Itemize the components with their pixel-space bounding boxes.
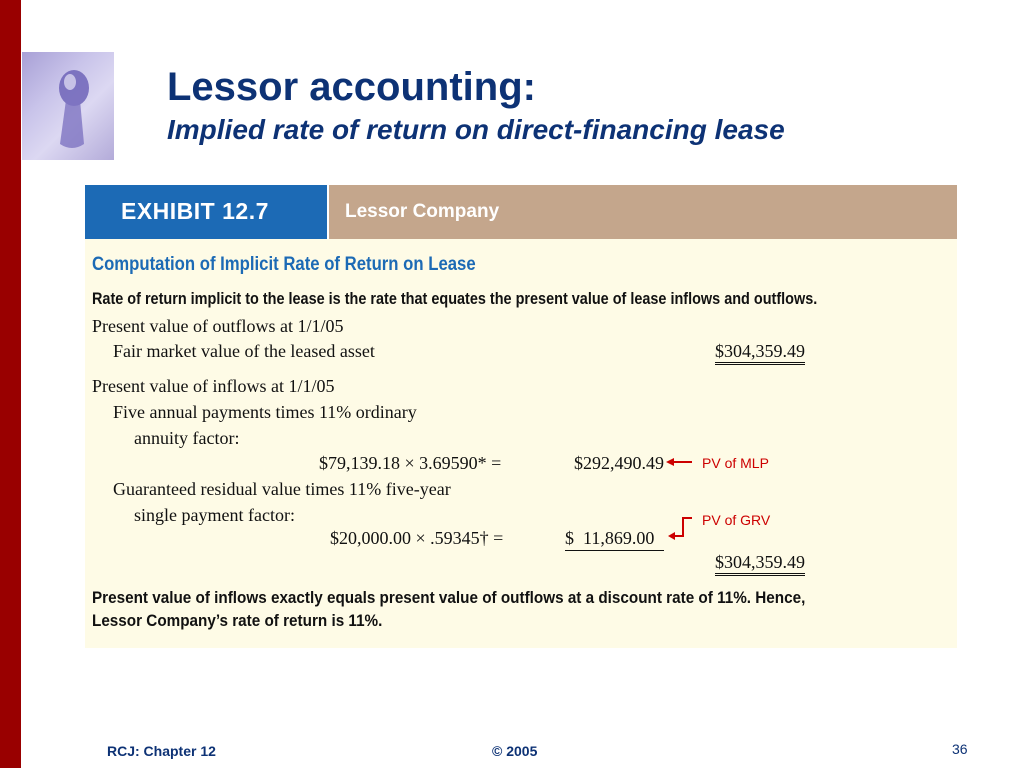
arrow-pv-mlp-icon (666, 458, 692, 466)
arrow-pv-grv-icon (668, 518, 692, 540)
exhibit-heading: Computation of Implicit Rate of Return on Lease (92, 254, 476, 275)
footer-chapter: RCJ: Chapter 12 (107, 743, 216, 759)
payments-label-2: annuity factor: (134, 428, 240, 448)
grv-amount (565, 528, 664, 551)
fmv-amount-value: $304,359.49 (715, 341, 805, 365)
outflows-label: Present value of outflows at 1/1/05 (92, 316, 344, 336)
exhibit-company: Lessor Company (345, 201, 500, 222)
payments-label-1: Five annual payments times 11% ordinary (113, 402, 417, 422)
exhibit-header (85, 185, 957, 239)
exhibit-badge (85, 185, 329, 239)
total-amount (715, 552, 805, 573)
grv-calc: $20,000.00 × .59345† = (330, 528, 504, 548)
grv-label-2: single payment factor: (134, 505, 295, 525)
pv-mlp-note: PV of MLP (702, 455, 769, 471)
grv-label-1: Guaranteed residual value times 11% five-year (113, 479, 451, 499)
fmv-amount (715, 341, 805, 362)
total-amount-value: $304,359.49 (715, 552, 805, 576)
conclusion-line-2: Lessor Company’s rate of return is 11%. (92, 612, 383, 630)
payments-amount: $292,490.49 (574, 453, 664, 473)
pv-grv-note: PV of GRV (702, 512, 771, 528)
page-number: 36 (952, 741, 968, 757)
footer-copyright: © 2005 (492, 743, 538, 759)
intro-text: Rate of return implicit to the lease is the rate that equates the present value of lease inflows and outflows. (92, 290, 818, 308)
annotation-arrows (660, 450, 700, 550)
side-accent-bar (0, 0, 21, 768)
grv-amount-value: $ 11,869.00 (565, 528, 664, 551)
fmv-label: Fair market value of the leased asset (113, 341, 375, 361)
inflows-label: Present value of inflows at 1/1/05 (92, 376, 335, 396)
exhibit-number: EXHIBIT 12.7 (121, 198, 269, 224)
slide-title: Lessor accounting: (167, 65, 536, 109)
payments-calc: $79,139.18 × 3.69590* = (319, 453, 502, 473)
conclusion-line-1: Present value of inflows exactly equals present value of outflows at a discount rate of 11%. Hence, (92, 589, 806, 607)
keyhole-icon (22, 52, 114, 160)
exhibit-panel (85, 185, 957, 648)
slide-subtitle: Implied rate of return on direct-financing lease (167, 114, 785, 145)
logo-image (22, 52, 114, 160)
